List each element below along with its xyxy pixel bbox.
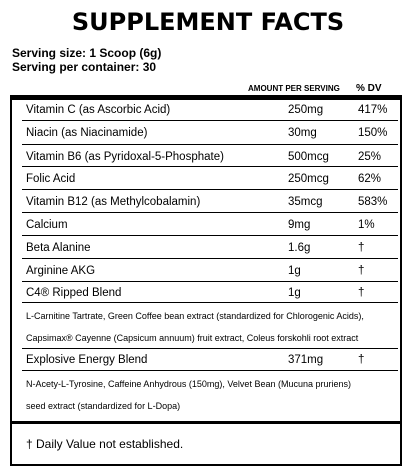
nutrient-amount: 1.6g [288, 242, 311, 254]
row-divider [22, 120, 398, 121]
nutrient-dv: † [358, 354, 365, 366]
nutrient-amount: 1g [288, 287, 301, 299]
row-divider [22, 235, 398, 236]
serving-size: Serving size: 1 Scoop (6g) [12, 46, 162, 60]
nutrient-dv: 417% [358, 104, 388, 116]
nutrient-dv: 25% [358, 151, 382, 163]
nutrient-name: Arginine AKG [26, 265, 96, 277]
nutrient-name: Calcium [26, 219, 68, 231]
nutrient-name: Vitamin B6 (as Pyridoxal-5-Phosphate) [26, 151, 224, 163]
nutrient-amount: 250mcg [288, 173, 329, 185]
nutrient-name: Explosive Energy Blend [26, 354, 148, 366]
nutrient-dv: † [358, 287, 365, 299]
nutrient-dv: † [358, 265, 365, 277]
page-title: SUPPLEMENT FACTS [71, 8, 345, 36]
nutrient-name: C4® Ripped Blend [26, 287, 122, 299]
blend-ingredients: N-Acety-L-Tyrosine, Caffeine Anhydrous (150mg), Velvet Bean (Mucuna pruriens) [26, 379, 351, 389]
nutrient-dv: 62% [358, 173, 382, 185]
servings-per-container: Serving per container: 30 [12, 60, 157, 74]
row-divider [22, 166, 398, 167]
nutrient-name: Niacin (as Niacinamide) [26, 127, 148, 139]
nutrient-amount: 35mcg [288, 196, 323, 208]
nutrient-name: Folic Acid [26, 173, 76, 185]
nutrient-amount: 250mg [288, 104, 324, 116]
nutrient-name: Vitamin C (as Ascorbic Acid) [26, 104, 171, 116]
row-divider [22, 258, 398, 259]
blend-ingredients: L-Carnitine Tartrate, Green Coffee bean extract (standardized for Chlorogenic Acids), [26, 311, 364, 321]
nutrient-dv: 583% [358, 196, 388, 208]
blend-ingredients: Capsimax® Cayenne (Capsicum annuum) fruit extract, Coleus forskohli root extract [26, 333, 359, 343]
nutrient-name: Beta Alanine [26, 242, 91, 254]
row-divider [22, 281, 398, 282]
row-divider [22, 348, 398, 349]
nutrient-dv: 1% [358, 219, 375, 231]
nutrient-dv: 150% [358, 127, 388, 139]
nutrient-dv: † [358, 242, 365, 254]
nutrient-amount: 1g [288, 265, 301, 277]
footnote: † Daily Value not established. [26, 437, 184, 451]
row-divider [22, 370, 398, 371]
nutrient-name: Vitamin B12 (as Methylcobalamin) [26, 196, 201, 208]
row-divider [22, 302, 398, 303]
row-divider [22, 212, 398, 213]
blend-ingredients: seed extract (standardized for L-Dopa) [26, 401, 181, 411]
nutrient-amount: 30mg [288, 127, 317, 139]
nutrient-amount: 371mg [288, 354, 324, 366]
nutrient-amount: 500mcg [288, 151, 329, 163]
section-divider [10, 421, 402, 424]
row-divider [22, 144, 398, 145]
nutrient-amount: 9mg [288, 219, 311, 231]
row-divider [22, 189, 398, 190]
amount-per-serving-header: AMOUNT PER SERVING [248, 84, 340, 93]
dv-header: % DV [356, 83, 382, 94]
